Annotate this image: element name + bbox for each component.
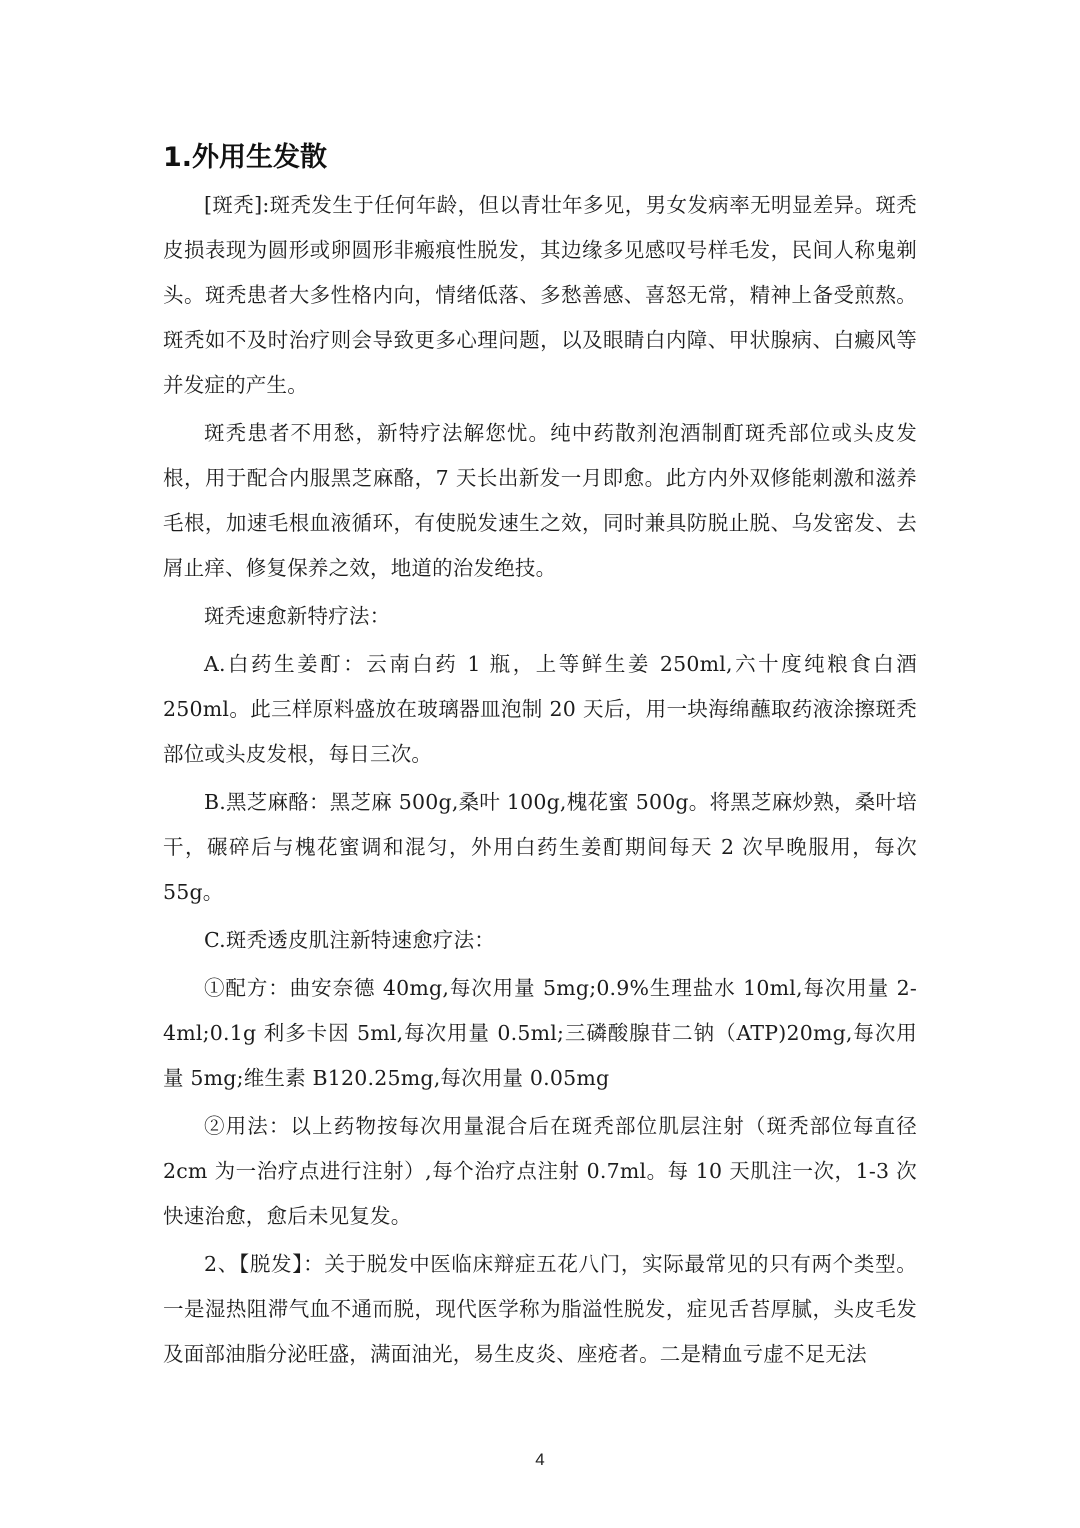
paragraph-treatment-overview: 斑秃患者不用愁，新特疗法解您忧。纯中药散剂泡酒制酊斑秃部位或头皮发根，用于配合内服黑芝麻酪，7 天长出新发一月即愈。此方内外双修能刺激和滋养毛根，加速毛根血液循环，有使脱发速生之效，同时兼具防脱止脱、乌发密发、去屑止痒、修复保养之效，地道的治发绝技。 — [163, 421, 917, 580]
section-heading: 1.外用生发散 — [163, 142, 328, 173]
paragraph-hair-loss: 2、【脱发】：关于脱发中医临床辩症五花八门，实际最常见的只有两个类型。一是湿热阻滞气血不通而脱，现代医学称为脂溢性脱发，症见舌苔厚腻，头皮毛发及面部油脂分泌旺盛，满面油光，易生皮炎、座疮者。二是精血亏虚不足无法 — [163, 1252, 917, 1366]
paragraph-alopecia-areata-intro: [斑秃]:斑秃发生于任何年龄，但以青壮年多见，男女发病率无明显差异。斑秃皮损表现为圆形或卵圆形非瘢痕性脱发，其边缘多见感叹号样毛发，民间人称鬼剃头。斑秃患者大多性格内向，情绪低落、多愁善感、喜怒无常，精神上备受煎熬。斑秃如不及时治疗则会导致更多心理问题，以及眼睛白内障、甲状腺病、白癜风等并发症的产生。 — [163, 193, 917, 397]
body-text — [163, 183, 917, 1380]
paragraph-recipe-a: A.白药生姜酊：云南白药 1 瓶，上等鲜生姜 250ml,六十度纯粮食白酒 250ml。此三样原料盛放在玻璃器皿泡制 20 天后，用一块海绵蘸取药液涂擦斑秃部位或头皮发根，每日三次。 — [163, 652, 917, 766]
paragraph-quick-therapy-title: 斑秃速愈新特疗法： — [204, 604, 391, 628]
paragraph-formula: ①配方：曲安奈德 40mg,每次用量 5mg;0.9%生理盐水 10ml,每次用量 2-4ml;0.1g 利多卡因 5ml,每次用量 0.5ml;三磷酸腺苷二钠（ATP)20mg,每次用量 5mg;维生素 B120.25mg,每次用量 0.05mg — [163, 976, 917, 1090]
paragraph-recipe-c-title: C.斑秃透皮肌注新特速愈疗法： — [204, 928, 495, 952]
paragraph-usage: ②用法：以上药物按每次用量混合后在斑秃部位肌层注射（斑秃部位每直径 2cm 为一治疗点进行注射）,每个治疗点注射 0.7ml。每 10 天肌注一次，1-3 次快速治愈，愈后未见复发。 — [163, 1114, 917, 1228]
page-number: 4 — [535, 1450, 545, 1469]
paragraph-recipe-b: B.黑芝麻酪：黑芝麻 500g,桑叶 100g,槐花蜜 500g。将黑芝麻炒熟，桑叶培干，碾碎后与槐花蜜调和混匀，外用白药生姜酊期间每天 2 次早晚服用，每次55g。 — [163, 790, 917, 904]
